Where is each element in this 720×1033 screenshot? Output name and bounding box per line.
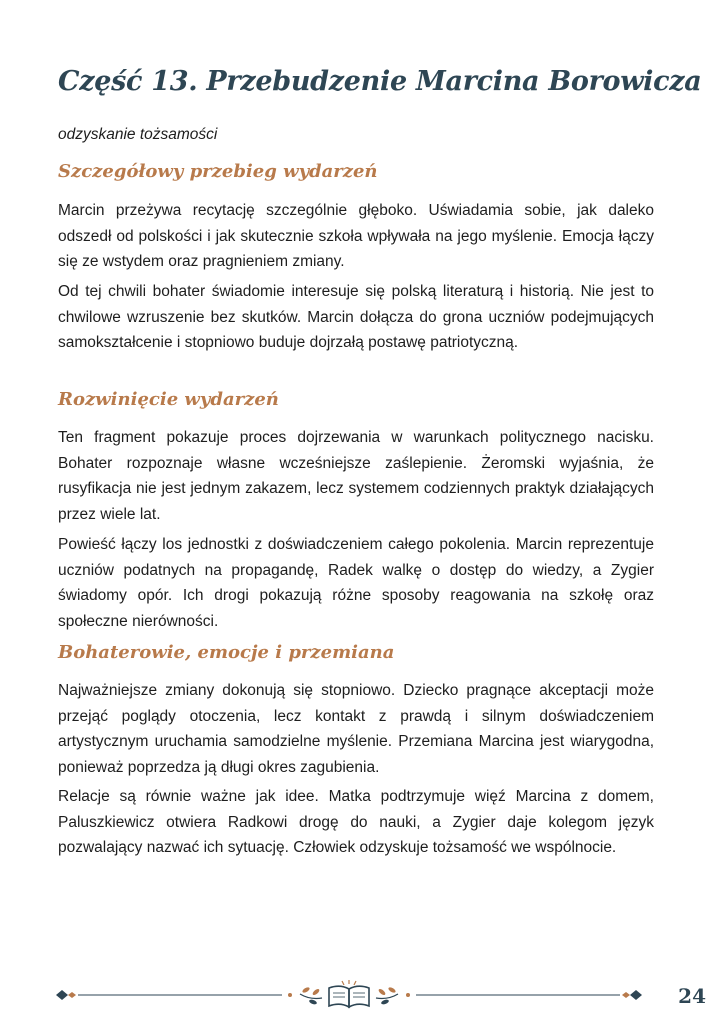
- page-title: Część 13. Przebudzenie Marcina Borowicza: [58, 66, 702, 97]
- right-diamond-icon: [622, 990, 642, 1000]
- section-heading-1: Szczegółowy przebieg wydarzeń: [58, 161, 378, 182]
- section-heading-3: Bohaterowie, emocje i przemiana: [58, 642, 395, 663]
- page-subtitle: odzyskanie tożsamości: [58, 126, 218, 143]
- paragraph-3-2: Relacje są równie ważne jak idee. Matka podtrzymuje więź Marcina z domem, Paluszkiewicz otwiera Radkowi drogę do nauki, a Zygier daje kolegom język pozwalający nazwać ich sytuację. Człowiek odzyskuje tożsamość we wspólnocie.: [58, 788, 654, 856]
- left-laurel-icon: [300, 986, 322, 1005]
- left-diamond-icon: [56, 990, 76, 1000]
- page-number: 24: [678, 984, 706, 1008]
- section-heading-2: Rozwinięcie wydarzeń: [58, 389, 279, 410]
- paragraph-1-2: Od tej chwili bohater świadomie interesuje się polską literaturą i historią. Nie jest to chwilowe wzruszenie bez skutków. Marcin dołącza do grona uczniów podejmujących samokształcenie i stopniowo buduje dojrzałą postawę patriotyczną.: [58, 283, 654, 351]
- paragraph-2-1: Ten fragment pokazuje proces dojrzewania w warunkach politycznego nacisku. Bohater rozpoznaje własne wcześniejsze zaślepienie. Żeromski wyjaśnia, że rusyfikacja nie jest jednym zakazem, lecz systemem codziennych praktyk działających przez wiele lat.: [58, 429, 654, 523]
- footer-ornament: [0, 968, 720, 1028]
- paragraph-3-1: Najważniejsze zmiany dokonują się stopniowo. Dziecko pragnące akceptacji może przejąć poglądy otoczenia, lecz kontakt z prawdą i silnym doświadczeniem artystycznym uruchamia samodzielne myślenie. Przemiana Marcina jest wiarygodna, ponieważ poprzedza ją długi okres zagubienia.: [58, 682, 654, 776]
- paragraph-2-2: Powieść łączy los jednostki z doświadczeniem całego pokolenia. Marcin reprezentuje uczniów podatnych na propagandę, Radek walkę o dostęp do wiedzy, a Zygier świadomy opór. Ich drogi pokazują różne sposoby reagowania na szkołę oraz społeczne nierówności.: [58, 536, 654, 630]
- paragraph-1-1: Marcin przeżywa recytację szczególnie głęboko. Uświadamia sobie, jak daleko odszedł od polskości i jak skutecznie szkoła wpływała na jego myślenie. Emocja łączy się ze wstydem oraz pragnieniem zmiany.: [58, 202, 654, 270]
- right-laurel-icon: [376, 986, 398, 1005]
- open-book-icon: [329, 980, 369, 1007]
